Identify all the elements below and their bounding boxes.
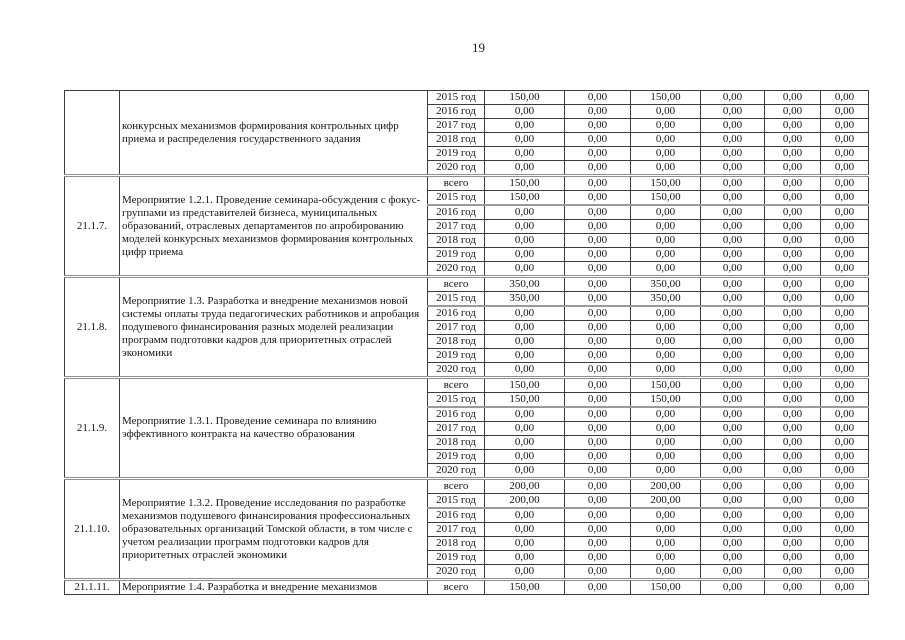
value-cell: 0,00 [565,205,631,220]
value-cell: 0,00 [701,248,765,262]
value-cell: 0,00 [765,551,821,565]
value-cell: 0,00 [485,551,565,565]
value-cell: 0,00 [701,508,765,523]
value-cell: 0,00 [701,147,765,161]
value-cell: 0,00 [821,523,869,537]
value-cell: 0,00 [821,161,869,176]
value-cell: 0,00 [485,508,565,523]
value-cell: 0,00 [701,234,765,248]
value-cell: 200,00 [631,494,701,509]
value-cell: 0,00 [765,508,821,523]
value-cell: 0,00 [565,262,631,277]
value-cell: 0,00 [565,551,631,565]
value-cell: 0,00 [765,292,821,307]
value-cell: 0,00 [631,119,701,133]
value-cell: 0,00 [765,105,821,119]
value-cell: 0,00 [701,393,765,408]
value-cell: 350,00 [631,277,701,292]
value-cell: 0,00 [701,176,765,191]
value-cell: 0,00 [821,551,869,565]
value-cell: 0,00 [821,508,869,523]
value-cell: 0,00 [485,407,565,422]
value-cell: 200,00 [631,479,701,494]
value-cell: 0,00 [565,479,631,494]
period-cell: 2019 год [428,551,485,565]
value-cell: 0,00 [485,234,565,248]
period-cell: 2015 год [428,91,485,105]
value-cell: 0,00 [765,220,821,234]
value-cell: 0,00 [821,565,869,580]
page-number: 19 [472,40,485,55]
value-cell: 0,00 [821,248,869,262]
value-cell: 0,00 [701,277,765,292]
value-cell: 0,00 [565,335,631,349]
value-cell: 0,00 [565,306,631,321]
value-cell: 0,00 [485,537,565,551]
value-cell: 0,00 [631,551,701,565]
value-cell: 0,00 [821,105,869,119]
value-cell: 0,00 [821,479,869,494]
value-cell: 0,00 [821,494,869,509]
value-cell: 0,00 [485,450,565,464]
value-cell: 0,00 [821,133,869,147]
value-cell: 0,00 [631,220,701,234]
value-cell: 0,00 [485,523,565,537]
item-description-cell: Мероприятие 1.3.1. Проведение семинара по влиянию эффективного контракта на качество образования [120,378,428,479]
period-cell: 2019 год [428,349,485,363]
value-cell: 0,00 [701,537,765,551]
value-cell: 0,00 [765,565,821,580]
value-cell: 0,00 [631,508,701,523]
period-cell: 2020 год [428,262,485,277]
value-cell: 0,00 [821,306,869,321]
value-cell: 0,00 [485,436,565,450]
value-cell: 0,00 [701,133,765,147]
value-cell: 200,00 [485,479,565,494]
value-cell: 0,00 [631,105,701,119]
value-cell: 0,00 [765,176,821,191]
value-cell: 0,00 [765,436,821,450]
value-cell: 0,00 [701,191,765,206]
value-cell: 0,00 [765,205,821,220]
item-description-cell: Мероприятие 1.3.2. Проведение исследования по разработке механизмов подушевого финансирования профессиональных образовательных организаций Томской области, в том числе с учетом реализации программ подготовки кадров для приоритетных отраслей экономики [120,479,428,580]
value-cell: 0,00 [485,147,565,161]
value-cell: 0,00 [565,422,631,436]
value-cell: 0,00 [485,105,565,119]
value-cell: 0,00 [565,393,631,408]
value-cell: 150,00 [485,176,565,191]
value-cell: 0,00 [565,220,631,234]
value-cell: 0,00 [485,321,565,335]
value-cell: 0,00 [701,378,765,393]
value-cell: 0,00 [765,147,821,161]
item-description-cell: Мероприятие 1.3. Разработка и внедрение механизмов новой системы оплаты труда педагогических работников и апробация подушевого финансирования разных моделей реализации программ подготовки кадров для приоритетных отраслей экономики [120,277,428,378]
value-cell: 0,00 [565,147,631,161]
value-cell: 0,00 [765,133,821,147]
item-id-cell: 21.1.8. [65,277,120,378]
period-cell: 2017 год [428,422,485,436]
value-cell: 150,00 [485,580,565,595]
value-cell: 0,00 [821,450,869,464]
value-cell: 0,00 [631,565,701,580]
value-cell: 0,00 [821,407,869,422]
value-cell: 0,00 [765,450,821,464]
value-cell: 0,00 [631,262,701,277]
value-cell: 0,00 [631,537,701,551]
value-cell: 0,00 [701,91,765,105]
period-cell: 2015 год [428,494,485,509]
period-cell: 2017 год [428,220,485,234]
value-cell: 0,00 [701,321,765,335]
period-cell: 2017 год [428,119,485,133]
value-cell: 150,00 [485,191,565,206]
table-row [65,176,869,191]
value-cell: 0,00 [765,479,821,494]
value-cell: 0,00 [821,277,869,292]
value-cell: 0,00 [821,422,869,436]
value-cell: 0,00 [565,407,631,422]
value-cell: 0,00 [765,234,821,248]
value-cell: 0,00 [631,450,701,464]
value-cell: 0,00 [631,147,701,161]
value-cell: 350,00 [485,277,565,292]
value-cell: 0,00 [765,119,821,133]
value-cell: 0,00 [765,523,821,537]
value-cell: 0,00 [485,119,565,133]
budget-table [64,90,869,595]
table-row [65,91,869,105]
value-cell: 0,00 [821,436,869,450]
value-cell: 0,00 [701,335,765,349]
value-cell: 0,00 [765,422,821,436]
value-cell: 0,00 [565,494,631,509]
value-cell: 0,00 [821,234,869,248]
period-cell: 2015 год [428,292,485,307]
value-cell: 0,00 [701,494,765,509]
value-cell: 0,00 [701,551,765,565]
value-cell: 0,00 [485,363,565,378]
value-cell: 0,00 [701,105,765,119]
value-cell: 0,00 [821,464,869,479]
value-cell: 0,00 [701,523,765,537]
value-cell: 0,00 [565,436,631,450]
period-cell: 2016 год [428,306,485,321]
value-cell: 150,00 [631,91,701,105]
value-cell: 0,00 [631,363,701,378]
value-cell: 0,00 [565,91,631,105]
value-cell: 0,00 [765,537,821,551]
value-cell: 0,00 [701,422,765,436]
period-cell: всего [428,580,485,595]
value-cell: 0,00 [485,335,565,349]
value-cell: 0,00 [765,393,821,408]
value-cell: 200,00 [485,494,565,509]
period-cell: 2020 год [428,565,485,580]
value-cell: 0,00 [631,436,701,450]
value-cell: 0,00 [565,176,631,191]
budget-table-body [65,91,869,595]
value-cell: 0,00 [821,292,869,307]
value-cell: 0,00 [485,262,565,277]
value-cell: 350,00 [485,292,565,307]
value-cell: 0,00 [765,378,821,393]
value-cell: 0,00 [701,205,765,220]
period-cell: 2015 год [428,393,485,408]
value-cell: 0,00 [701,464,765,479]
value-cell: 0,00 [701,349,765,363]
item-id-cell: 21.1.7. [65,176,120,277]
period-cell: 2017 год [428,523,485,537]
value-cell: 0,00 [565,133,631,147]
value-cell: 0,00 [765,306,821,321]
item-description-cell: Мероприятие 1.4. Разработка и внедрение механизмов [120,580,428,595]
period-cell: 2019 год [428,450,485,464]
value-cell: 0,00 [765,494,821,509]
period-cell: 2016 год [428,508,485,523]
value-cell: 0,00 [631,349,701,363]
value-cell: 0,00 [565,161,631,176]
value-cell: 0,00 [485,306,565,321]
value-cell: 0,00 [701,161,765,176]
value-cell: 0,00 [821,363,869,378]
period-cell: 2019 год [428,248,485,262]
period-cell: 2020 год [428,161,485,176]
value-cell: 150,00 [631,191,701,206]
value-cell: 0,00 [565,349,631,363]
value-cell: 150,00 [631,378,701,393]
value-cell: 0,00 [821,205,869,220]
value-cell: 0,00 [765,277,821,292]
value-cell: 0,00 [631,248,701,262]
value-cell: 0,00 [821,537,869,551]
value-cell: 0,00 [485,464,565,479]
value-cell: 0,00 [631,321,701,335]
value-cell: 0,00 [765,363,821,378]
value-cell: 0,00 [565,378,631,393]
period-cell: 2018 год [428,133,485,147]
period-cell: 2016 год [428,205,485,220]
value-cell: 0,00 [701,119,765,133]
value-cell: 0,00 [821,580,869,595]
value-cell: 0,00 [631,523,701,537]
value-cell: 0,00 [701,450,765,464]
item-id-cell: 21.1.10. [65,479,120,580]
value-cell: 0,00 [821,335,869,349]
value-cell: 150,00 [631,580,701,595]
value-cell: 0,00 [701,407,765,422]
table-row [65,378,869,393]
value-cell: 0,00 [701,306,765,321]
value-cell: 0,00 [485,161,565,176]
value-cell: 0,00 [565,508,631,523]
value-cell: 150,00 [485,91,565,105]
period-cell: всего [428,479,485,494]
value-cell: 0,00 [821,262,869,277]
value-cell: 0,00 [701,436,765,450]
value-cell: 0,00 [765,349,821,363]
item-id-cell: 21.1.9. [65,378,120,479]
value-cell: 0,00 [821,119,869,133]
value-cell: 0,00 [701,479,765,494]
period-cell: 2017 год [428,321,485,335]
value-cell: 0,00 [565,277,631,292]
item-description-cell: конкурсных механизмов формирования контрольных цифр приема и распределения государственного задания [120,91,428,176]
value-cell: 0,00 [701,565,765,580]
value-cell: 0,00 [631,335,701,349]
period-cell: 2018 год [428,335,485,349]
value-cell: 0,00 [565,565,631,580]
value-cell: 0,00 [821,393,869,408]
value-cell: 350,00 [631,292,701,307]
value-cell: 0,00 [565,321,631,335]
period-cell: всего [428,378,485,393]
value-cell: 0,00 [821,91,869,105]
value-cell: 0,00 [765,161,821,176]
table-row [65,479,869,494]
value-cell: 0,00 [565,450,631,464]
value-cell: 0,00 [631,306,701,321]
value-cell: 0,00 [565,105,631,119]
table-row [65,580,869,595]
period-cell: 2020 год [428,464,485,479]
value-cell: 0,00 [485,133,565,147]
value-cell: 0,00 [631,407,701,422]
value-cell: 0,00 [701,262,765,277]
value-cell: 150,00 [485,378,565,393]
value-cell: 0,00 [765,262,821,277]
value-cell: 0,00 [485,565,565,580]
value-cell: 0,00 [701,363,765,378]
value-cell: 150,00 [631,176,701,191]
value-cell: 0,00 [565,464,631,479]
period-cell: 2018 год [428,537,485,551]
value-cell: 0,00 [701,292,765,307]
value-cell: 0,00 [821,220,869,234]
period-cell: 2020 год [428,363,485,378]
value-cell: 0,00 [821,378,869,393]
value-cell: 0,00 [631,205,701,220]
period-cell: 2018 год [428,436,485,450]
value-cell: 150,00 [485,393,565,408]
value-cell: 0,00 [565,523,631,537]
value-cell: 0,00 [565,248,631,262]
value-cell: 0,00 [765,248,821,262]
period-cell: 2018 год [428,234,485,248]
value-cell: 0,00 [821,147,869,161]
value-cell: 0,00 [565,234,631,248]
value-cell: 0,00 [821,191,869,206]
value-cell: 0,00 [485,205,565,220]
table-row [65,277,869,292]
value-cell: 0,00 [565,292,631,307]
value-cell: 0,00 [765,91,821,105]
value-cell: 0,00 [765,464,821,479]
value-cell: 150,00 [631,393,701,408]
value-cell: 0,00 [565,119,631,133]
value-cell: 0,00 [631,422,701,436]
period-cell: 2015 год [428,191,485,206]
item-description-cell: Мероприятие 1.2.1. Проведение семинара-обсуждения с фокус-группами из представителей бизнеса, муниципальных образований, отраслевых департаментов по апробированию моделей конкурсных механизмов формирования контрольных цифр приема [120,176,428,277]
value-cell: 0,00 [765,580,821,595]
value-cell: 0,00 [485,349,565,363]
value-cell: 0,00 [565,363,631,378]
item-id-cell [65,91,120,176]
period-cell: 2016 год [428,407,485,422]
value-cell: 0,00 [631,161,701,176]
value-cell: 0,00 [821,349,869,363]
period-cell: всего [428,176,485,191]
value-cell: 0,00 [631,234,701,248]
value-cell: 0,00 [701,580,765,595]
period-cell: всего [428,277,485,292]
value-cell: 0,00 [565,191,631,206]
value-cell: 0,00 [485,220,565,234]
value-cell: 0,00 [631,133,701,147]
value-cell: 0,00 [565,537,631,551]
value-cell: 0,00 [821,176,869,191]
value-cell: 0,00 [765,335,821,349]
period-cell: 2016 год [428,105,485,119]
value-cell: 0,00 [765,407,821,422]
value-cell: 0,00 [485,422,565,436]
item-id-cell: 21.1.11. [65,580,120,595]
value-cell: 0,00 [485,248,565,262]
value-cell: 0,00 [765,191,821,206]
value-cell: 0,00 [631,464,701,479]
value-cell: 0,00 [765,321,821,335]
value-cell: 0,00 [565,580,631,595]
value-cell: 0,00 [701,220,765,234]
value-cell: 0,00 [821,321,869,335]
period-cell: 2019 год [428,147,485,161]
